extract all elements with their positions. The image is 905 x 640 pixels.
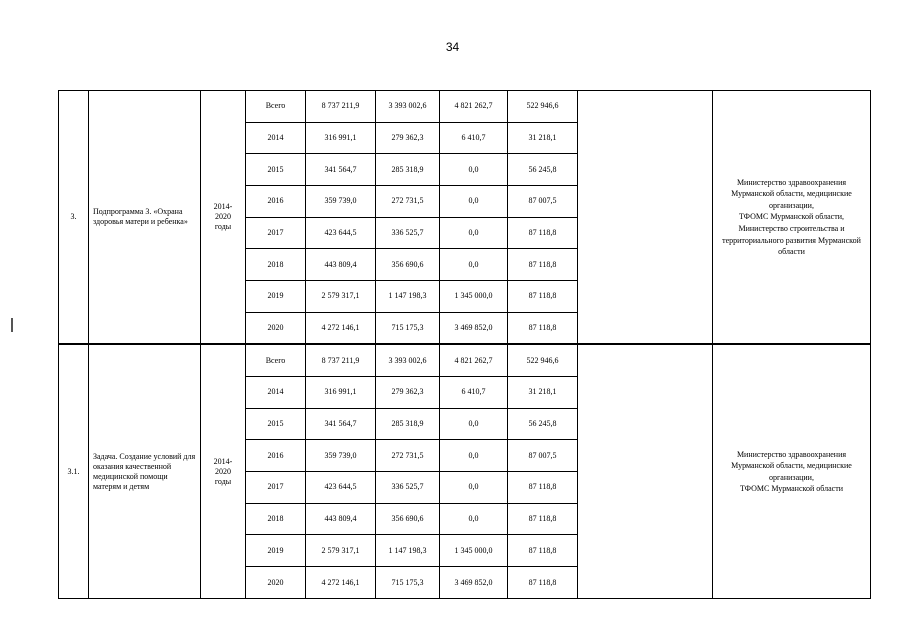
period-cell: 2017 [246, 472, 306, 504]
task-years: 2014- 2020 годы [201, 344, 246, 598]
period-cell: 2016 [246, 440, 306, 472]
subprogram-executors: Министерство здравоохранения Мурманской области, медицинские организации, ТФОМС Мурманской области, Министерство строительства и территориального развития Мурманской области [713, 91, 871, 345]
subprogram-index: 3. [59, 91, 89, 345]
period-cell: 2014 [246, 377, 306, 409]
margin-mark [11, 318, 13, 332]
total-cell: 423 644,5 [306, 472, 376, 504]
subprogram-indicator-cell [578, 91, 713, 345]
other-sources-cell: 87 118,8 [508, 535, 578, 567]
total-cell: 2 579 317,1 [306, 535, 376, 567]
regional-budget-cell: 356 690,6 [376, 503, 440, 535]
other-sources-cell: 87 118,8 [508, 312, 578, 344]
other-sources-cell: 87 118,8 [508, 281, 578, 313]
subprogram-years: 2014- 2020 годы [201, 91, 246, 345]
subprogram-title: Подпрограмма 3. «Охрана здоровья матери и ребенка» [89, 91, 201, 345]
period-cell: 2015 [246, 408, 306, 440]
federal-budget-cell: 0,0 [440, 503, 508, 535]
regional-budget-cell: 1 147 198,3 [376, 281, 440, 313]
other-sources-cell: 87 118,8 [508, 249, 578, 281]
total-cell: 4 272 146,1 [306, 312, 376, 344]
regional-budget-cell: 715 175,3 [376, 312, 440, 344]
federal-budget-cell: 4 821 262,7 [440, 344, 508, 376]
task-title: Задача. Создание условий для оказания качественной медицинской помощи матерям и детям [89, 344, 201, 598]
total-cell: 4 272 146,1 [306, 567, 376, 599]
federal-budget-cell: 3 469 852,0 [440, 567, 508, 599]
other-sources-cell: 87 007,5 [508, 186, 578, 218]
total-cell: 359 739,0 [306, 440, 376, 472]
regional-budget-cell: 356 690,6 [376, 249, 440, 281]
total-cell: 316 991,1 [306, 122, 376, 154]
total-cell: 341 564,7 [306, 408, 376, 440]
period-cell: 2017 [246, 217, 306, 249]
total-cell: 443 809,4 [306, 249, 376, 281]
budget-table-body [59, 91, 871, 599]
regional-budget-cell: 715 175,3 [376, 567, 440, 599]
subprogram-row [59, 91, 871, 123]
regional-budget-cell: 272 731,5 [376, 186, 440, 218]
other-sources-cell: 87 118,8 [508, 567, 578, 599]
federal-budget-cell: 0,0 [440, 249, 508, 281]
regional-budget-cell: 272 731,5 [376, 440, 440, 472]
other-sources-cell: 522 946,6 [508, 344, 578, 376]
period-cell: 2016 [246, 186, 306, 218]
total-cell: 8 737 211,9 [306, 344, 376, 376]
task-indicator-cell [578, 344, 713, 598]
total-cell: 423 644,5 [306, 217, 376, 249]
federal-budget-cell: 4 821 262,7 [440, 91, 508, 123]
period-cell: 2015 [246, 154, 306, 186]
regional-budget-cell: 279 362,3 [376, 122, 440, 154]
period-cell: Всего [246, 344, 306, 376]
period-cell: 2019 [246, 535, 306, 567]
total-cell: 2 579 317,1 [306, 281, 376, 313]
other-sources-cell: 522 946,6 [508, 91, 578, 123]
regional-budget-cell: 279 362,3 [376, 377, 440, 409]
period-cell: 2020 [246, 312, 306, 344]
regional-budget-cell: 3 393 002,6 [376, 91, 440, 123]
regional-budget-cell: 336 525,7 [376, 472, 440, 504]
other-sources-cell: 87 118,8 [508, 472, 578, 504]
federal-budget-cell: 0,0 [440, 472, 508, 504]
budget-table [58, 90, 871, 599]
other-sources-cell: 87 007,5 [508, 440, 578, 472]
federal-budget-cell: 0,0 [440, 440, 508, 472]
page-number: 34 [445, 40, 460, 54]
period-cell: 2020 [246, 567, 306, 599]
federal-budget-cell: 6 410,7 [440, 122, 508, 154]
regional-budget-cell: 3 393 002,6 [376, 344, 440, 376]
other-sources-cell: 31 218,1 [508, 377, 578, 409]
other-sources-cell: 56 245,8 [508, 408, 578, 440]
federal-budget-cell: 0,0 [440, 217, 508, 249]
other-sources-cell: 31 218,1 [508, 122, 578, 154]
other-sources-cell: 87 118,8 [508, 503, 578, 535]
task-index: 3.1. [59, 344, 89, 598]
federal-budget-cell: 1 345 000,0 [440, 535, 508, 567]
regional-budget-cell: 285 318,9 [376, 408, 440, 440]
other-sources-cell: 87 118,8 [508, 217, 578, 249]
federal-budget-cell: 3 469 852,0 [440, 312, 508, 344]
federal-budget-cell: 6 410,7 [440, 377, 508, 409]
period-cell: 2014 [246, 122, 306, 154]
federal-budget-cell: 1 345 000,0 [440, 281, 508, 313]
total-cell: 8 737 211,9 [306, 91, 376, 123]
other-sources-cell: 56 245,8 [508, 154, 578, 186]
regional-budget-cell: 285 318,9 [376, 154, 440, 186]
federal-budget-cell: 0,0 [440, 154, 508, 186]
federal-budget-cell: 0,0 [440, 186, 508, 218]
total-cell: 443 809,4 [306, 503, 376, 535]
period-cell: 2018 [246, 249, 306, 281]
task-row [59, 344, 871, 376]
total-cell: 359 739,0 [306, 186, 376, 218]
regional-budget-cell: 1 147 198,3 [376, 535, 440, 567]
period-cell: 2018 [246, 503, 306, 535]
regional-budget-cell: 336 525,7 [376, 217, 440, 249]
total-cell: 341 564,7 [306, 154, 376, 186]
total-cell: 316 991,1 [306, 377, 376, 409]
federal-budget-cell: 0,0 [440, 408, 508, 440]
period-cell: 2019 [246, 281, 306, 313]
task-executors: Министерство здравоохранения Мурманской области, медицинские организации, ТФОМС Мурманской области [713, 344, 871, 598]
period-cell: Всего [246, 91, 306, 123]
